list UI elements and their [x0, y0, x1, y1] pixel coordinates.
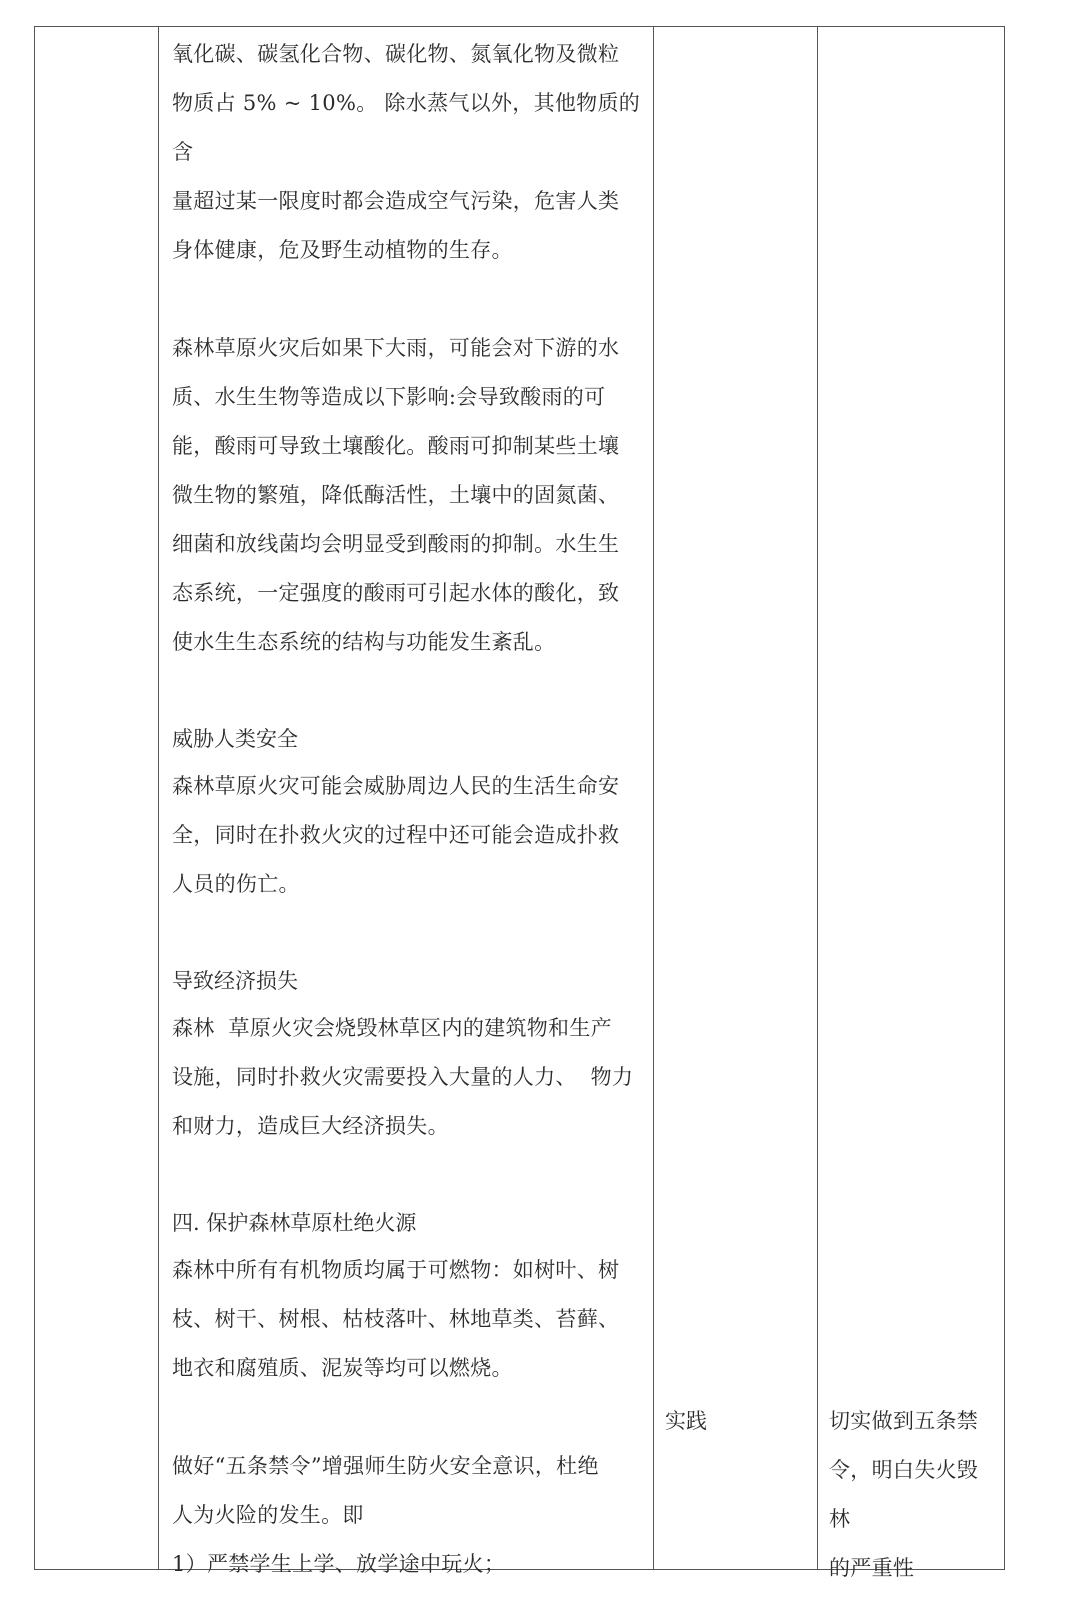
paragraph-protect [172, 1246, 642, 1393]
paragraph-economy [172, 1004, 642, 1151]
text-line: 森林中所有有机物质均属于可燃物：如树叶、树 [172, 1258, 620, 1282]
text-line: 身体健康，危及野生动植物的生存。 [172, 238, 513, 262]
text-line: 人为火险的发生。即 [172, 1503, 364, 1527]
method-cell-text: 实践 [665, 1409, 707, 1433]
text-line: 设施，同时扑救火灾需要投入大量的人力、 物力 [172, 1065, 634, 1089]
paragraph-acid-rain [172, 324, 642, 667]
paragraph-air-pollution [172, 30, 642, 275]
text-line: 全，同时在扑救火灾的过程中还可能会造成扑救 [172, 823, 620, 847]
text-line: 使水生生态系统的结构与功能发生紊乱。 [172, 630, 556, 654]
text-line: 令，明白失火毁林 [829, 1458, 979, 1531]
text-line: 质、水生生物等造成以下影响:会导致酸雨的可 [172, 385, 606, 409]
section-heading-safety: 威胁人类安全 [172, 727, 298, 751]
text-line: 态系统，一定强度的酸雨可引起水体的酸化，致 [172, 581, 620, 605]
text-line: 量超过某一限度时都会造成空气污染，危害人类 [172, 189, 620, 213]
text-line: 微生物的繁殖，降低酶活性，土壤中的固氮菌、 [172, 483, 620, 507]
text-line: 地衣和腐殖质、泥炭等均可以燃烧。 [172, 1356, 513, 1380]
paragraph-five-rules [172, 1442, 642, 1589]
text-line: 做好“五条禁令”增强师生防火安全意识，杜绝 [172, 1454, 599, 1478]
section-heading-economy: 导致经济损失 [172, 969, 298, 993]
text-line: 细菌和放线菌均会明显受到酸雨的抑制。水生生 [172, 532, 620, 556]
section-heading-protect: 四. 保护森林草原杜绝火源 [172, 1211, 417, 1235]
text-line: 和财力，造成巨大经济损失。 [172, 1114, 449, 1138]
text-line: 人员的伤亡。 [172, 872, 300, 896]
text-line: 能，酸雨可导致土壤酸化。酸雨可抑制某些土壤 [172, 434, 620, 458]
text-line: 森林草原火灾可能会威胁周边人民的生活生命安 [172, 774, 620, 798]
text-line: 1）严禁学生上学、放学途中玩火； [172, 1552, 506, 1576]
text-line: 森林 草原火灾会烧毁林草区内的建筑物和生产 [172, 1016, 612, 1040]
text-line: 切实做到五条禁 [829, 1409, 979, 1433]
text-line: 森林草原火灾后如果下大雨，可能会对下游的水 [172, 336, 620, 360]
column-divider-1 [158, 26, 159, 1570]
column-divider-2 [653, 26, 654, 1570]
text-line: 氧化碳、碳氢化合物、碳化物、氮氧化物及微粒 [172, 42, 620, 66]
text-line: 物质占 5% ~ 10%。 除水蒸气以外，其他物质的含 [172, 91, 641, 164]
text-line: 枝、树干、树根、枯枝落叶、林地草类、苔藓、 [172, 1307, 620, 1331]
goal-cell [829, 1397, 999, 1593]
paragraph-safety [172, 762, 642, 909]
column-divider-3 [817, 26, 818, 1570]
text-line: 的严重性 [829, 1556, 915, 1580]
content-column [172, 30, 642, 1589]
